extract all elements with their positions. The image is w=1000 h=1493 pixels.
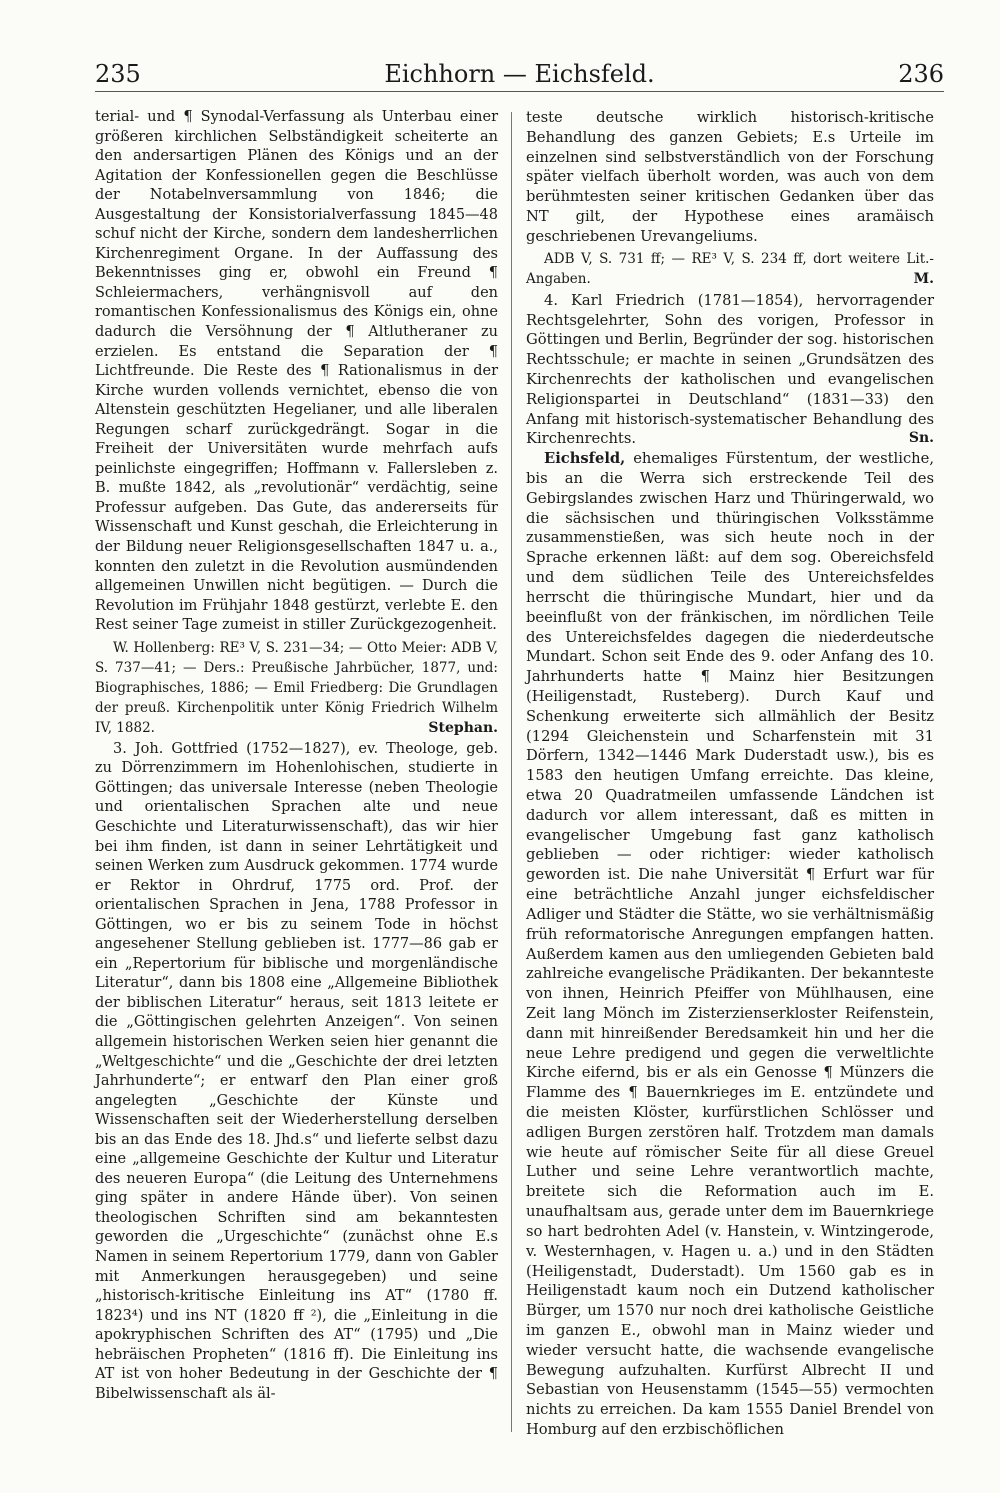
bibliography xyxy=(95,638,498,738)
author-signature: Stephan. xyxy=(428,719,498,736)
paragraph: teste deutsche wirklich historisch-kritische Behandlung des ganzen Gebiets; E.s Urteile im einzelnen sind selbstverständlich von der Forschung später vielfach überholt worden, was auch von dem berühmtesten seiner kritischen Gedanken über das NT gilt, der Hypothese eines aramäisch geschriebenen Urevangeliums. xyxy=(526,109,934,245)
paragraph: terial- und ¶ Synodal-Verfassung als Unterbau einer größeren kirchlichen Selbständigkeit scheiterte an den andersartigen Plänen des Königs und an der Agitation der Konfessionellen gegen die Beschlüsse der Notabelnversammlung von 1846; die Ausgestaltung der Konsistorialverfassung 1845—48 schuf nicht der Kirche, sondern dem landesherrlichen Kirchenregiment Organe. In der Auffassung des Bekenntnisses ging er, obwohl ein Freund ¶ Schleiermachers, verhängnisvoll auf den romantischen Konfessionalismus des Königs ein, ohne dadurch die Versöhnung der ¶ Altlutheraner zu erzielen. Es entstand die Separation der ¶ Lichtfreunde. Die Reste des ¶ Rationalismus in der Kirche wurden vollends vernichtet, ebenso die von Altenstein geschützten Hegelianer, und alle liberalen Regungen scharf zurückgedrängt. Sogar in die Freiheit der Universitäten wurde mehrfach aufs peinlichste eingegriffen; Hoffmann v. Fallersleben z. B. mußte 1842, als „revolutionär“ verdächtig, seine Professur aufgeben. Das Gute, das andererseits für Wissenschaft und Kunst geschah, die Erleichterung in der Bildung neuer Religionsgesellschaften 1847 u. a., konnten den zuletzt in die Revolution ausmündenden allgemeinen Unwillen nicht begütigen. — Durch die Revolution im Frühjahr 1848 gestürzt, verlebte E. den Rest seiner Tage zumeist in stiller Zurückgezogenheit. xyxy=(95,109,498,634)
column-divider xyxy=(511,112,512,1432)
left-column xyxy=(95,108,498,1404)
paragraph: 3. Joh. Gottfried (1752—1827), ev. Theologe, geb. zu Dörrenzimmern im Hohenlohischen, studierte in Göttingen; das universale Interesse (neben Theologie und orientalischen Sprachen alte und neue Geschichte und Literaturwissenschaft), das wir hier bei ihm finden, ist dann in seiner Lehrtätigkeit und seinen Werken zum Ausdruck gekommen. 1774 wurde er Rektor in Ohrdruf, 1775 ord. Prof. der orientalischen Sprachen in Jena, 1788 Professor in Göttingen, wo er bis zu seinem Tode in höchst angesehener Stellung geblieben ist. 1777—86 gab er ein „Repertorium für biblische und morgenländische Literatur“, dann bis 1808 eine „Allgemeine Bibliothek der biblischen Literatur“ heraus, seit 1813 leitete er die „Göttingischen gelehrten Anzeigen“. Von seinen allgemein historischen Werken seien hier genannt die „Weltgeschichte“ und die „Geschichte der drei letzten Jahrhunderte“; er entwarf den Plan einer groß angelegten „Geschichte der Künste und Wissenschaften seit der Wiederherstellung derselben bis an das Ende des 18. Jhd.s“ und lieferte selbst dazu eine „allgemeine Geschichte der Kultur und Literatur des neueren Europa“ (die Leitung des Unternehmens ging später in andere Hände über). Von seinen theologischen Schriften sind am bekanntesten geworden die „Urgeschichte“ (zunächst ohne E.s Namen in seinem Repertorium 1779, dann von Gabler mit Anmerkungen herausgegeben) und seine „historisch-kritische Einleitung ins AT“ (1780 ff. 1823⁴) und ins NT (1820 ff ²), die „Einleitung in die apokryphischen Schriften des AT“ (1795) und „Die hebräischen Propheten“ (1816 ff). Die Einleitung ins AT ist von hoher Bedeutung in der Geschichte der ¶ Bibelwissenschaft als äl- xyxy=(95,740,498,1402)
bibliography-text: ADB V, S. 731 ff; — RE³ V, S. 234 ff, dort weitere Lit.-Angaben. xyxy=(526,250,934,287)
entry-paragraph xyxy=(526,449,934,1440)
entry-headword: Eichsfeld, xyxy=(544,450,626,468)
bibliography xyxy=(526,249,934,289)
right-column xyxy=(526,108,934,1440)
bibliography-text: W. Hollenberg: RE³ V, S. 231—34; — Otto Meier: ADB V, S. 737—41; — Ders.: Preußische Jahrbücher, 1877, und: Biographisches, 1886; — Emil Friedberg: Die Grundlagen der preuß. Kirchenpolitik unter König Friedrich Wilhelm IV, 1882. xyxy=(95,639,498,736)
page-number-left: 235 xyxy=(95,60,141,88)
running-title: Eichhorn — Eichsfeld. xyxy=(384,60,655,88)
paragraph xyxy=(526,291,934,450)
author-signature: Sn. xyxy=(908,430,934,447)
paragraph-text: 4. Karl Friedrich (1781—1854), hervorragender Rechtsgelehrter, Sohn des vorigen, Professor in Göttingen und Berlin, Begründer der sog. historischen Rechtsschule; er machte in seinen „Grundsätzen des Kirchenrechts der katholischen und evangelischen Religionspartei in Deutschland“ (1831—33) den Anfang mit historisch-systematischer Behandlung des Kirchenrechts. xyxy=(526,291,934,448)
paragraph-text: ehemaliges Fürstentum, der westliche, bis an die Werra sich erstreckende Teil des Gebirgslandes zwischen Harz und Thüringerwald, wo die sächsischen und thüringischen Volksstämme zusammenstießen, was sich heute noch in der Sprache erkennen läßt: auf dem sog. Obereichsfeld und dem südlichen Teile des Untereichsfeldes herrscht die thüringische Mundart, hier und da beeinflußt von der fränkischen, im nördlichen Teile des Untereichsfeldes dagegen die niederdeutsche Mundart. Schon seit Ende des 9. oder Anfang des 10. Jahrhunderts hatte ¶ Mainz hier Besitzungen (Heiligenstadt, Rusteberg). Durch Kauf und Schenkung erweiterte sich allmählich der Besitz (1294 Gleichenstein und Scharfenstein mit 31 Dörfern, 1342—1446 Mark Duderstadt usw.), bis es 1583 den heutigen Umfang erreichte. Das kleine, etwa 20 Quadratmeilen umfassende Ländchen ist dadurch vor allem interessant, daß es mitten in evangelischer Umgebung fast ganz katholisch geblieben — oder richtiger: wieder katholisch geworden ist. Die nahe Universität ¶ Erfurt war für eine beträchtliche Anzahl junger eichsfeldischer Adliger und Städter die Stätte, wo sie verhältnismäßig früh reformatorische Anregungen empfangen hatten. Außerdem kamen aus den umliegenden Gebieten bald zahlreiche evangelische Prädikanten. Der bekannteste von ihnen, Heinrich Pfeiffer von Mühlhausen, eine Zeit lang Mönch im Zisterzienserkloster Reifenstein, dann mit hinreißender Beredsamkeit hin und her die neue Lehre predigend und gegen die verweltlichte Kirche eifernd, bis er als ein Genosse ¶ Münzers die Flamme des ¶ Bauernkrieges im E. entzündete und die meisten Klöster, kurfürstlichen Schlösser und adligen Burgen zerstören half. Trotzdem man damals wie heute auf römischer Seite für all diese Greuel Luther und seine Lehre verantwortlich machte, breitete sich die Reformation auch im E. unaufhaltsam aus, gerade unter dem im Bauernkriege so hart bedrohten Adel (v. Hanstein, v. Wintzingerode, v. Westernhagen, v. Hagen u. a.) und in den Städten (Heiligenstadt, Duderstadt). Um 1560 gab es in Heiligenstadt kaum noch ein Dutzend katholischer Bürger, um 1570 nur noch drei katholische Geistliche im ganzen E., obwohl man in Mainz wieder und wieder versucht hatte, die wachsende evangelische Bewegung aufzuhalten. Kurfürst Albrecht II und Sebastian von Heusenstamm (1545—55) vermochten nichts zu erreichen. Da kam 1555 Daniel Brendel von Homburg auf den erzbischöflichen xyxy=(526,450,934,1438)
author-signature: M. xyxy=(913,270,934,287)
page-header xyxy=(95,55,944,92)
page-number-right: 236 xyxy=(898,60,944,88)
